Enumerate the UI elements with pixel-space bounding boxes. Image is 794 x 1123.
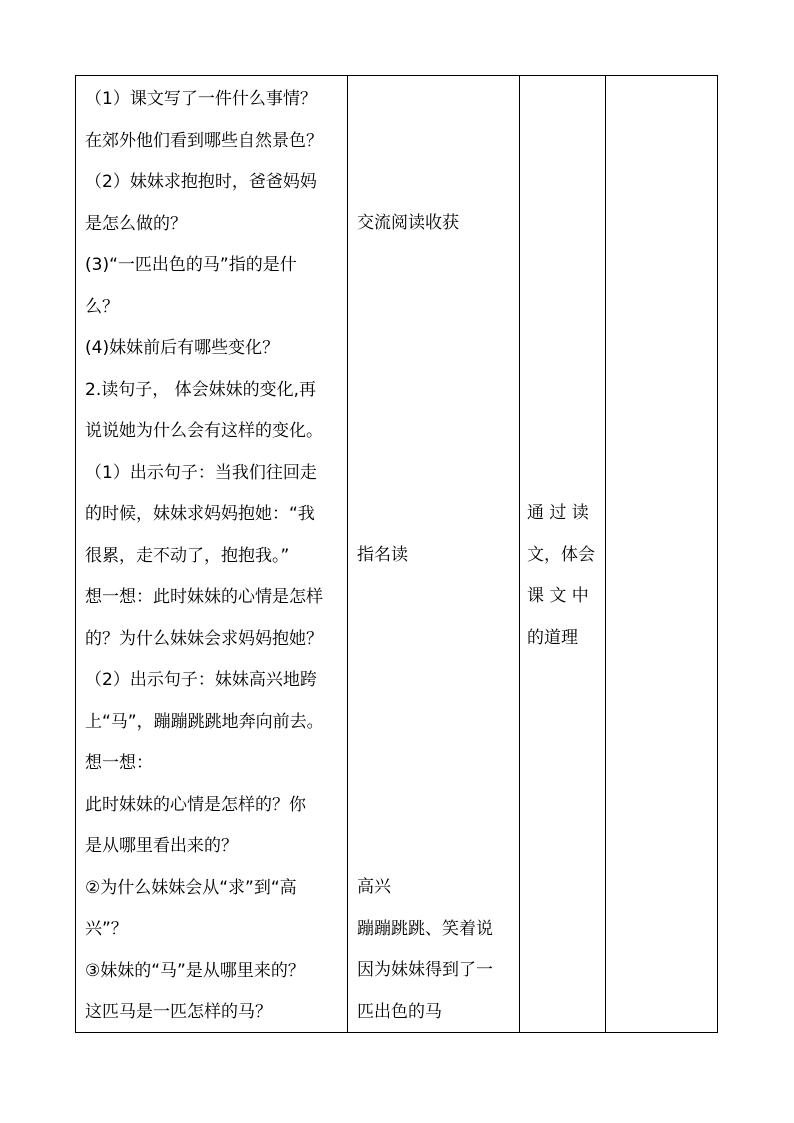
activity-line: ②为什么妹妹会从“求”到“高	[85, 877, 297, 898]
intent-line: 课 文 中	[527, 586, 589, 606]
activity-line: ③妹妹的“马”是从哪里来的？	[85, 960, 305, 981]
activity-line: (3)“一匹出色的马”指的是什	[85, 255, 297, 275]
activity-line: 么？	[85, 296, 119, 317]
student-line: 匹出色的马	[357, 1001, 442, 1022]
activity-line: (4)妹妹前后有哪些变化？	[85, 338, 280, 358]
student-line: 高兴	[357, 877, 391, 897]
student-line: 因为妹妹得到了一	[357, 960, 493, 980]
activity-line: 此时妹妹的心情是怎样的？你	[85, 794, 306, 815]
lesson-plan-table	[75, 75, 718, 1033]
activity-line: 想一想：	[85, 753, 153, 773]
student-line: 蹦蹦跳跳、笑着说	[357, 918, 493, 939]
activity-line: 说说她为什么会有这样的变化。	[85, 421, 323, 441]
activity-line: 的时候，妹妹求妈妈抱她：“我	[85, 504, 315, 524]
intent-line: 通 过 读	[527, 503, 589, 523]
column-divider	[519, 76, 520, 1032]
design-intent-column	[527, 493, 605, 659]
activity-line: 兴”？	[85, 919, 128, 939]
activity-line: 上“马”，蹦蹦跳跳地奔向前去。	[85, 711, 324, 732]
activity-line: （1）课文写了一件什么事情？	[85, 89, 317, 109]
activity-line: 的？为什么妹妹会求妈妈抱她？	[85, 628, 323, 649]
activity-line: 这匹马是一匹怎样的马？	[85, 1002, 272, 1022]
student-line: 指名读	[357, 545, 408, 565]
activity-line: 在郊外他们看到哪些自然景色？	[85, 130, 323, 151]
teacher-activity-column	[85, 79, 347, 1034]
student-activity-read	[357, 535, 517, 577]
activity-line: 是怎么做的？	[85, 213, 187, 234]
activity-line: （1）出示句子：当我们往回走	[85, 462, 317, 483]
activity-line: 2.读句子， 体会妹妹的变化,再	[85, 379, 317, 400]
intent-line: 的道理	[527, 627, 578, 648]
student-line: 交流阅读收获	[357, 213, 459, 233]
activity-line: 是从哪里看出来的？	[85, 836, 238, 856]
activity-line: 很累，走不动了，抱抱我。”	[85, 545, 290, 566]
activity-line: （2）出示句子：妹妹高兴地跨	[85, 670, 317, 690]
column-divider	[605, 76, 606, 1032]
activity-line: 想一想：此时妹妹的心情是怎样	[85, 587, 323, 607]
activity-line: （2）妹妹求抱抱时，爸爸妈妈	[85, 172, 317, 192]
student-activity-answers	[357, 867, 517, 1033]
column-divider	[347, 76, 348, 1032]
intent-line: 文，体会	[527, 544, 595, 565]
student-activity-exchange	[357, 203, 517, 245]
